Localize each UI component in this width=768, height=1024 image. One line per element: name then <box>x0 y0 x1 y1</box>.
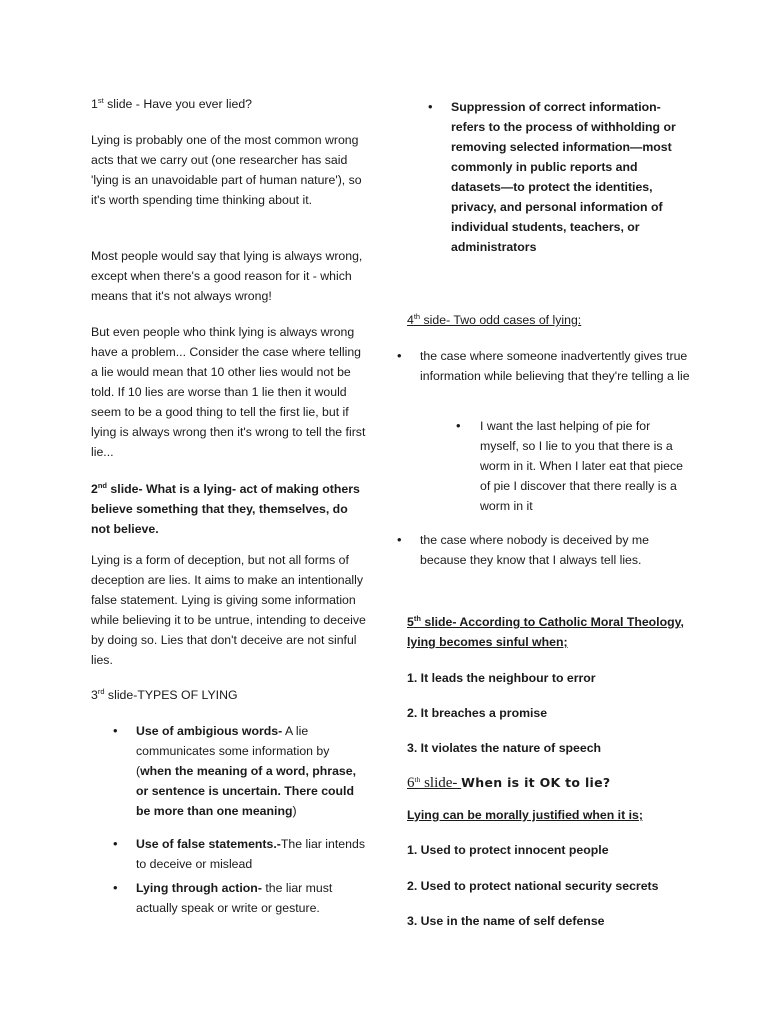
slide-5-number: 5 <box>407 615 414 629</box>
list-item-suppression <box>451 97 683 257</box>
list-item-ambiguous-words <box>136 721 366 821</box>
slide-6-title: When is it OK to lie? <box>461 775 611 790</box>
slide-6-heading <box>407 772 697 794</box>
justified-subheading: Lying can be morally justified when it is; <box>407 808 643 822</box>
slide-4-title: side- Two odd cases of lying: <box>420 313 582 327</box>
slide-1-heading <box>91 94 371 114</box>
slide-1-title: slide - Have you ever lied? <box>103 97 253 111</box>
bullet-icon: • <box>113 880 118 895</box>
ambiguous-words-text: A lie communicates some information by ( <box>136 724 330 778</box>
sinful-condition-2: 2. It breaches a promise <box>407 706 548 720</box>
slide-5-suffix: th <box>413 614 421 623</box>
list-item-nobody-deceived: the case where nobody is deceived by me because they know that I always tell lies. <box>420 533 649 567</box>
slide-3-title: slide-TYPES OF LYING <box>104 688 238 702</box>
false-statements-term: Use of false statements.- <box>136 837 281 851</box>
slide-2-suffix: nd <box>97 481 108 490</box>
slide-2-number: 2 <box>91 482 98 496</box>
slide-6-number: 6 <box>407 775 415 791</box>
lying-action-text: the liar must actually speak or write or gesture. <box>136 881 333 915</box>
justified-case-3: 3. Use in the name of self defense <box>407 914 605 928</box>
list-item-false-statements <box>136 834 366 874</box>
slide-1-number: 1 <box>91 97 98 111</box>
false-statements-text: The liar intends to deceive or mislead <box>136 837 365 871</box>
justified-case-1: 1. Used to protect innocent people <box>407 843 609 857</box>
paragraph-deception: Lying is a form of deception, but not all forms of deception are lies. It aims to make an intentionally false statement. Lying is giving some information while believing it to be untrue, intending to deceive by doing so. Lies that don't deceive are not sinful lies. <box>91 553 366 667</box>
slide-2-heading <box>91 479 367 539</box>
slide-3-suffix: rd <box>97 687 105 696</box>
paragraph-ten-lies: But even people who think lying is always wrong have a problem... Consider the case where telling a lie would mean that 10 other lies would not be told. If 10 lies are worse than 1 lie then it would seem to be a good thing to tell the first lie, but if lying is always wrong then it's wrong to tell the first lie... <box>91 325 366 459</box>
slide-5-title: slide- According to Catholic Moral Theology, lying becomes sinful when; <box>407 615 684 649</box>
slide-2-title: slide- What is a lying- act of making others believe something that they, themselves, do not believe. <box>91 482 360 536</box>
list-item-inadvertent-truth: the case where someone inadvertently gives true information while believing that they're telling a lie <box>420 349 690 383</box>
list-item-lying-through-action <box>136 878 366 918</box>
sinful-condition-3: 3. It violates the nature of speech <box>407 741 602 755</box>
paragraph-lying-common: Lying is probably one of the most common wrong acts that we carry out (one researcher has said 'lying is an unavoidable part of human nature'), so it's worth spending time thinking about it. <box>91 133 362 207</box>
bullet-icon: • <box>113 836 118 851</box>
slide-6-suffix: th <box>414 775 421 784</box>
slide-6-word: slide- <box>420 775 462 791</box>
justified-case-2: 2. Used to protect national security secrets <box>407 879 659 893</box>
ambiguous-words-term: Use of ambigious words- <box>136 724 283 738</box>
paragraph-always-wrong: Most people would say that lying is always wrong, except when there's a good reason for it - which means that it's not always wrong! <box>91 249 363 303</box>
ambiguous-words-end: ) <box>292 804 297 818</box>
ambiguous-words-definition: when the meaning of a word, phrase, or sentence is uncertain. There could be more than one meaning <box>136 764 357 818</box>
bullet-icon: • <box>113 723 118 738</box>
slide-1-suffix: st <box>97 96 104 105</box>
lying-action-term: Lying through action- <box>136 881 262 895</box>
suppression-term: Suppression of correct information- <box>451 100 661 114</box>
sinful-condition-1: 1. It leads the neighbour to error <box>407 671 596 685</box>
slide-4-heading <box>407 310 697 330</box>
slide-4-suffix: th <box>413 312 421 321</box>
bullet-icon: • <box>456 418 461 433</box>
bullet-icon: • <box>397 348 402 363</box>
slide-3-heading <box>91 685 367 705</box>
slide-3-number: 3 <box>91 688 98 702</box>
suppression-text: refers to the process of withholding or removing selected information—most commonly in public reports and datasets—to protect the identities, privacy, and personal information of individual students, teachers, or administrators <box>451 120 676 254</box>
bullet-icon: • <box>397 532 402 547</box>
list-item-pie-example: I want the last helping of pie for myself, so I lie to you that there is a worm in it. When I later eat that piece of pie I discover that there really is a worm in it <box>480 419 683 513</box>
slide-6-label <box>407 775 461 791</box>
slide-5-heading <box>407 612 691 652</box>
bullet-icon: • <box>428 99 433 114</box>
slide-4-number: 4 <box>407 313 414 327</box>
